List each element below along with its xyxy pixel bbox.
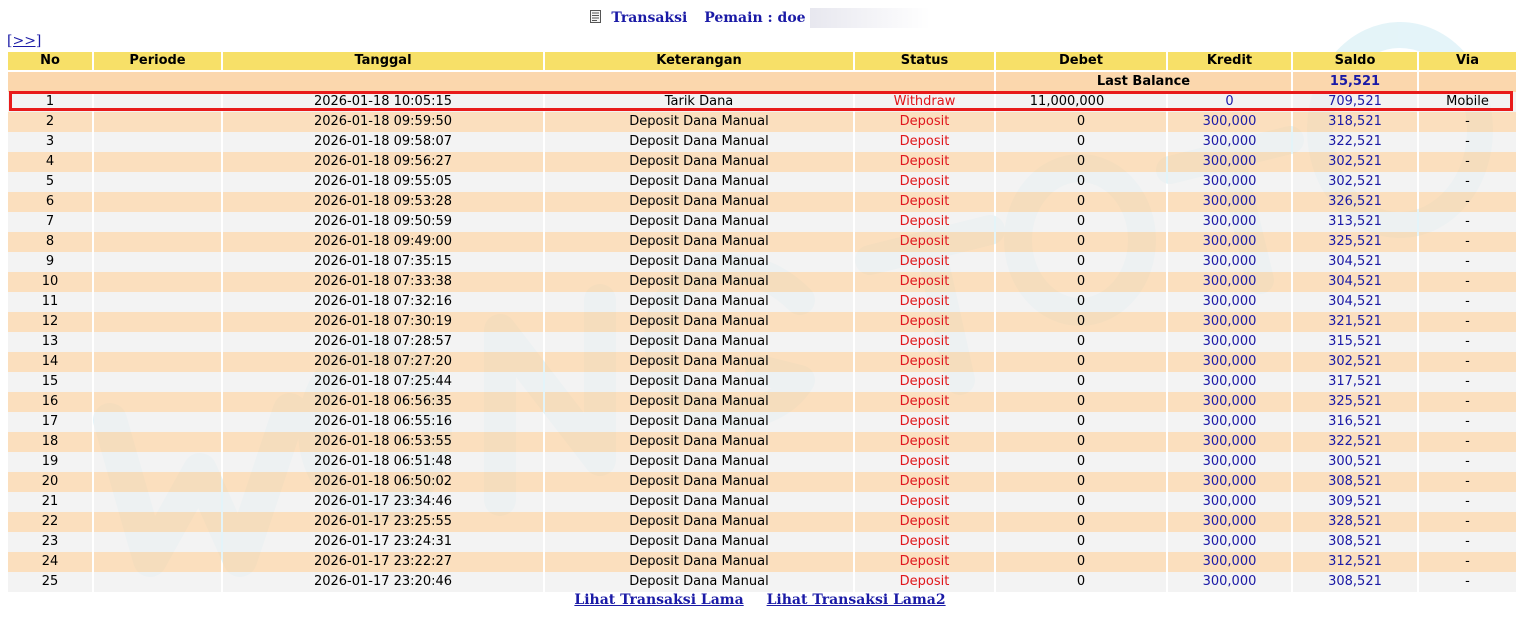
table-row [8, 212, 1516, 232]
cell-via: - [1419, 532, 1516, 552]
cell-keterangan: Deposit Dana Manual [545, 252, 853, 272]
table-row [8, 92, 1516, 112]
table-row [8, 452, 1516, 472]
table-row [8, 472, 1516, 492]
cell-via: - [1419, 392, 1516, 412]
cell-status: Deposit [855, 132, 994, 152]
cell-status: Deposit [855, 112, 994, 132]
cell-saldo: 709,521 [1293, 92, 1417, 112]
cell-periode [94, 252, 221, 272]
table-row [8, 152, 1516, 172]
table-row [8, 492, 1516, 512]
cell-periode [94, 392, 221, 412]
cell-no: 1 [8, 92, 92, 112]
cell-no: 9 [8, 252, 92, 272]
cell-debet: 0 [996, 452, 1166, 472]
cell-via: - [1419, 312, 1516, 332]
cell-status: Deposit [855, 312, 994, 332]
table-row [8, 432, 1516, 452]
cell-tanggal: 2026-01-17 23:24:31 [223, 532, 543, 552]
cell-keterangan: Deposit Dana Manual [545, 152, 853, 172]
cell-tanggal: 2026-01-18 06:56:35 [223, 392, 543, 412]
cell-via: - [1419, 512, 1516, 532]
cell-saldo: 308,521 [1293, 472, 1417, 492]
cell-periode [94, 232, 221, 252]
cell-via: - [1419, 572, 1516, 592]
cell-status: Deposit [855, 492, 994, 512]
cell-tanggal: 2026-01-18 10:05:15 [223, 92, 543, 112]
cell-debet: 0 [996, 252, 1166, 272]
cell-keterangan: Deposit Dana Manual [545, 552, 853, 572]
cell-keterangan: Deposit Dana Manual [545, 232, 853, 252]
cell-no: 7 [8, 212, 92, 232]
cell-saldo: 308,521 [1293, 572, 1417, 592]
cell-tanggal: 2026-01-18 09:59:50 [223, 112, 543, 132]
cell-via: - [1419, 152, 1516, 172]
cell-no: 24 [8, 552, 92, 572]
cell-status: Deposit [855, 372, 994, 392]
cell-saldo: 321,521 [1293, 312, 1417, 332]
cell-status: Deposit [855, 232, 994, 252]
cell-status: Deposit [855, 452, 994, 472]
cell-no: 13 [8, 332, 92, 352]
table-row [8, 512, 1516, 532]
cell-status: Deposit [855, 292, 994, 312]
cell-tanggal: 2026-01-18 07:33:38 [223, 272, 543, 292]
cell-tanggal: 2026-01-18 09:58:07 [223, 132, 543, 152]
cell-tanggal: 2026-01-18 09:55:05 [223, 172, 543, 192]
cell-no: 6 [8, 192, 92, 212]
cell-status: Deposit [855, 532, 994, 552]
expand-link[interactable]: [>>] [7, 33, 42, 49]
table-header-row [8, 52, 1516, 72]
cell-keterangan: Deposit Dana Manual [545, 412, 853, 432]
cell-kredit: 300,000 [1168, 352, 1291, 372]
cell-via: - [1419, 472, 1516, 492]
cell-status: Deposit [855, 172, 994, 192]
cell-periode [94, 192, 221, 212]
table-row [8, 132, 1516, 152]
cell-keterangan: Deposit Dana Manual [545, 392, 853, 412]
cell-via: - [1419, 232, 1516, 252]
cell-tanggal: 2026-01-17 23:25:55 [223, 512, 543, 532]
cell-saldo: 302,521 [1293, 352, 1417, 372]
cell-tanggal: 2026-01-17 23:20:46 [223, 572, 543, 592]
cell-tanggal: 2026-01-17 23:22:27 [223, 552, 543, 572]
cell-no: 19 [8, 452, 92, 472]
cell-tanggal: 2026-01-18 07:30:19 [223, 312, 543, 332]
cell-periode [94, 132, 221, 152]
cell-via: - [1419, 272, 1516, 292]
cell-no: 16 [8, 392, 92, 412]
cell-kredit: 300,000 [1168, 192, 1291, 212]
cell-via: - [1419, 192, 1516, 212]
cell-saldo: 317,521 [1293, 372, 1417, 392]
cell-tanggal: 2026-01-18 07:28:57 [223, 332, 543, 352]
cell-keterangan: Deposit Dana Manual [545, 452, 853, 472]
cell-via: - [1419, 492, 1516, 512]
table-row [8, 392, 1516, 412]
cell-saldo: 300,521 [1293, 452, 1417, 472]
page-header [0, 8, 1520, 28]
cell-periode [94, 452, 221, 472]
cell-status: Deposit [855, 332, 994, 352]
cell-status: Deposit [855, 412, 994, 432]
cell-debet: 0 [996, 332, 1166, 352]
cell-periode [94, 212, 221, 232]
table-row [8, 572, 1516, 592]
cell-kredit: 300,000 [1168, 392, 1291, 412]
cell-status: Deposit [855, 212, 994, 232]
cell-keterangan: Deposit Dana Manual [545, 572, 853, 592]
cell-status: Deposit [855, 352, 994, 372]
cell-no: 2 [8, 112, 92, 132]
cell-kredit: 300,000 [1168, 252, 1291, 272]
cell-status: Deposit [855, 572, 994, 592]
cell-debet: 0 [996, 232, 1166, 252]
cell-debet: 0 [996, 152, 1166, 172]
cell-status: Withdraw [855, 92, 994, 112]
cell-saldo: 318,521 [1293, 112, 1417, 132]
cell-kredit: 300,000 [1168, 532, 1291, 552]
cell-tanggal: 2026-01-18 07:27:20 [223, 352, 543, 372]
cell-saldo: 328,521 [1293, 512, 1417, 532]
last-balance-value: 15,521 [1293, 72, 1417, 92]
cell-periode [94, 312, 221, 332]
cell-no: 5 [8, 172, 92, 192]
table-row [8, 412, 1516, 432]
cell-tanggal: 2026-01-18 06:53:55 [223, 432, 543, 452]
cell-saldo: 304,521 [1293, 252, 1417, 272]
page-title: Transaksi [611, 10, 688, 26]
cell-debet: 0 [996, 492, 1166, 512]
cell-status: Deposit [855, 552, 994, 572]
cell-periode [94, 372, 221, 392]
cell-keterangan: Deposit Dana Manual [545, 212, 853, 232]
cell-saldo: 316,521 [1293, 412, 1417, 432]
cell-periode [94, 552, 221, 572]
cell-kredit: 300,000 [1168, 292, 1291, 312]
cell-debet: 0 [996, 472, 1166, 492]
cell-tanggal: 2026-01-17 23:34:46 [223, 492, 543, 512]
cell-keterangan: Deposit Dana Manual [545, 432, 853, 452]
col-header-debet: Debet [996, 52, 1166, 72]
cell-tanggal: 2026-01-18 09:53:28 [223, 192, 543, 212]
table-row [8, 272, 1516, 292]
cell-periode [94, 472, 221, 492]
cell-kredit: 300,000 [1168, 212, 1291, 232]
cell-debet: 0 [996, 532, 1166, 552]
cell-periode [94, 292, 221, 312]
last-balance-label: Last Balance [996, 72, 1291, 92]
cell-periode [94, 572, 221, 592]
cell-debet: 0 [996, 552, 1166, 572]
cell-saldo: 325,521 [1293, 392, 1417, 412]
cell-kredit: 300,000 [1168, 412, 1291, 432]
cell-no: 10 [8, 272, 92, 292]
cell-debet: 0 [996, 272, 1166, 292]
cell-no: 15 [8, 372, 92, 392]
cell-keterangan: Deposit Dana Manual [545, 292, 853, 312]
redacted-player-name [810, 8, 930, 28]
cell-tanggal: 2026-01-18 06:55:16 [223, 412, 543, 432]
col-header-kredit: Kredit [1168, 52, 1291, 72]
cell-tanggal: 2026-01-18 07:32:16 [223, 292, 543, 312]
cell-via: - [1419, 212, 1516, 232]
col-header-tanggal: Tanggal [223, 52, 543, 72]
cell-saldo: 302,521 [1293, 152, 1417, 172]
cell-debet: 0 [996, 212, 1166, 232]
cell-kredit: 300,000 [1168, 572, 1291, 592]
cell-kredit: 300,000 [1168, 132, 1291, 152]
table-row [8, 172, 1516, 192]
cell-tanggal: 2026-01-18 09:50:59 [223, 212, 543, 232]
col-header-periode: Periode [94, 52, 221, 72]
cell-periode [94, 432, 221, 452]
cell-kredit: 300,000 [1168, 492, 1291, 512]
cell-saldo: 326,521 [1293, 192, 1417, 212]
cell-via: - [1419, 292, 1516, 312]
cell-periode [94, 272, 221, 292]
col-header-saldo: Saldo [1293, 52, 1417, 72]
cell-status: Deposit [855, 392, 994, 412]
cell-debet: 0 [996, 172, 1166, 192]
cell-via: - [1419, 132, 1516, 152]
cell-kredit: 300,000 [1168, 432, 1291, 452]
cell-via: - [1419, 372, 1516, 392]
cell-keterangan: Deposit Dana Manual [545, 272, 853, 292]
cell-tanggal: 2026-01-18 09:49:00 [223, 232, 543, 252]
table-row [8, 112, 1516, 132]
cell-periode [94, 112, 221, 132]
cell-saldo: 308,521 [1293, 532, 1417, 552]
cell-saldo: 304,521 [1293, 292, 1417, 312]
cell-periode [94, 352, 221, 372]
cell-keterangan: Tarik Dana [545, 92, 853, 112]
cell-tanggal: 2026-01-18 06:51:48 [223, 452, 543, 472]
cell-kredit: 300,000 [1168, 172, 1291, 192]
col-header-no: No [8, 52, 92, 72]
cell-periode [94, 332, 221, 352]
last-balance-row [8, 72, 1516, 92]
cell-kredit: 300,000 [1168, 512, 1291, 532]
cell-tanggal: 2026-01-18 07:35:15 [223, 252, 543, 272]
cell-saldo: 322,521 [1293, 132, 1417, 152]
cell-kredit: 300,000 [1168, 272, 1291, 292]
cell-kredit: 300,000 [1168, 112, 1291, 132]
cell-no: 14 [8, 352, 92, 372]
cell-no: 11 [8, 292, 92, 312]
transaction-table [6, 52, 1518, 592]
cell-tanggal: 2026-01-18 09:56:27 [223, 152, 543, 172]
cell-no: 21 [8, 492, 92, 512]
cell-periode [94, 532, 221, 552]
player-label: Pemain : doe [704, 10, 806, 26]
cell-status: Deposit [855, 252, 994, 272]
col-header-status: Status [855, 52, 994, 72]
cell-kredit: 0 [1168, 92, 1291, 112]
table-row [8, 352, 1516, 372]
cell-kredit: 300,000 [1168, 152, 1291, 172]
cell-kredit: 300,000 [1168, 232, 1291, 252]
cell-debet: 0 [996, 312, 1166, 332]
cell-debet: 11,000,000 [996, 92, 1166, 112]
cell-keterangan: Deposit Dana Manual [545, 132, 853, 152]
cell-keterangan: Deposit Dana Manual [545, 332, 853, 352]
cell-tanggal: 2026-01-18 06:50:02 [223, 472, 543, 492]
cell-saldo: 312,521 [1293, 552, 1417, 572]
table-row [8, 552, 1516, 572]
cell-no: 23 [8, 532, 92, 552]
cell-keterangan: Deposit Dana Manual [545, 472, 853, 492]
cell-periode [94, 172, 221, 192]
footer-links [0, 592, 1520, 608]
cell-no: 25 [8, 572, 92, 592]
document-icon [590, 10, 601, 23]
cell-via: Mobile [1419, 92, 1516, 112]
cell-saldo: 302,521 [1293, 172, 1417, 192]
table-row [8, 232, 1516, 252]
cell-saldo: 304,521 [1293, 272, 1417, 292]
cell-saldo: 313,521 [1293, 212, 1417, 232]
table-row [8, 372, 1516, 392]
col-header-via: Via [1419, 52, 1516, 72]
cell-keterangan: Deposit Dana Manual [545, 352, 853, 372]
cell-keterangan: Deposit Dana Manual [545, 112, 853, 132]
cell-via: - [1419, 432, 1516, 452]
cell-saldo: 315,521 [1293, 332, 1417, 352]
old-transactions-link[interactable]: Lihat Transaksi Lama [574, 592, 744, 608]
table-row [8, 192, 1516, 212]
cell-periode [94, 412, 221, 432]
cell-kredit: 300,000 [1168, 552, 1291, 572]
cell-debet: 0 [996, 512, 1166, 532]
cell-keterangan: Deposit Dana Manual [545, 492, 853, 512]
cell-debet: 0 [996, 352, 1166, 372]
cell-keterangan: Deposit Dana Manual [545, 532, 853, 552]
cell-keterangan: Deposit Dana Manual [545, 172, 853, 192]
table-row [8, 312, 1516, 332]
cell-no: 18 [8, 432, 92, 452]
cell-no: 3 [8, 132, 92, 152]
cell-no: 17 [8, 412, 92, 432]
cell-periode [94, 512, 221, 532]
cell-debet: 0 [996, 292, 1166, 312]
cell-no: 4 [8, 152, 92, 172]
cell-periode [94, 92, 221, 112]
cell-keterangan: Deposit Dana Manual [545, 512, 853, 532]
table-row [8, 292, 1516, 312]
cell-status: Deposit [855, 472, 994, 492]
table-row [8, 332, 1516, 352]
cell-periode [94, 492, 221, 512]
cell-kredit: 300,000 [1168, 472, 1291, 492]
cell-tanggal: 2026-01-18 07:25:44 [223, 372, 543, 392]
cell-debet: 0 [996, 132, 1166, 152]
cell-via: - [1419, 552, 1516, 572]
cell-kredit: 300,000 [1168, 312, 1291, 332]
cell-kredit: 300,000 [1168, 452, 1291, 472]
cell-periode [94, 152, 221, 172]
last-balance-spacer [8, 72, 994, 92]
cell-no: 22 [8, 512, 92, 532]
cell-saldo: 325,521 [1293, 232, 1417, 252]
cell-debet: 0 [996, 112, 1166, 132]
cell-debet: 0 [996, 412, 1166, 432]
old-transactions-2-link[interactable]: Lihat Transaksi Lama2 [766, 592, 946, 608]
cell-debet: 0 [996, 192, 1166, 212]
cell-debet: 0 [996, 392, 1166, 412]
cell-via: - [1419, 112, 1516, 132]
cell-status: Deposit [855, 192, 994, 212]
cell-via: - [1419, 412, 1516, 432]
cell-keterangan: Deposit Dana Manual [545, 192, 853, 212]
cell-status: Deposit [855, 272, 994, 292]
cell-debet: 0 [996, 572, 1166, 592]
cell-via: - [1419, 332, 1516, 352]
cell-status: Deposit [855, 512, 994, 532]
cell-saldo: 322,521 [1293, 432, 1417, 452]
cell-no: 8 [8, 232, 92, 252]
col-header-keterangan: Keterangan [545, 52, 853, 72]
cell-no: 12 [8, 312, 92, 332]
cell-via: - [1419, 172, 1516, 192]
cell-debet: 0 [996, 432, 1166, 452]
last-balance-empty [1419, 72, 1516, 92]
cell-via: - [1419, 352, 1516, 372]
cell-kredit: 300,000 [1168, 332, 1291, 352]
table-row [8, 252, 1516, 272]
cell-status: Deposit [855, 432, 994, 452]
cell-saldo: 309,521 [1293, 492, 1417, 512]
cell-no: 20 [8, 472, 92, 492]
table-row [8, 532, 1516, 552]
cell-kredit: 300,000 [1168, 372, 1291, 392]
cell-keterangan: Deposit Dana Manual [545, 372, 853, 392]
cell-debet: 0 [996, 372, 1166, 392]
cell-keterangan: Deposit Dana Manual [545, 312, 853, 332]
cell-via: - [1419, 452, 1516, 472]
cell-via: - [1419, 252, 1516, 272]
cell-status: Deposit [855, 152, 994, 172]
